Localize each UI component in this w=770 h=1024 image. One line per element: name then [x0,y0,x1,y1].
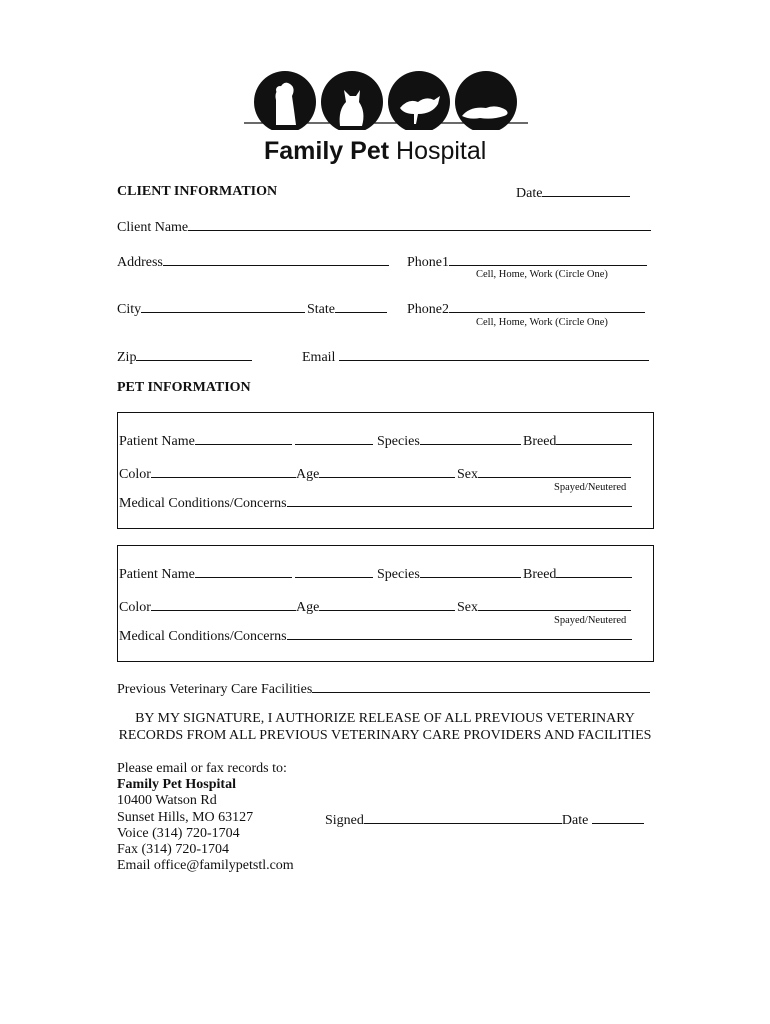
address-line[interactable] [163,253,389,266]
contact-intro: Please email or fax records to: [117,761,287,776]
species-line-2[interactable] [420,565,521,578]
ferret-icon [455,71,517,130]
contact-city: Sunset Hills, MO 63127 [117,809,254,825]
phone2-hint: Cell, Home, Work (Circle One) [476,317,608,328]
medical-label-1: Medical Conditions/Concerns [119,496,287,511]
client-name-field[interactable] [117,218,651,236]
date-field[interactable] [516,184,630,202]
dog-icon [254,71,316,130]
contact-voice: Voice (314) 720-1704 [117,825,240,841]
medical-label-2: Medical Conditions/Concerns [119,629,287,644]
medical-field-1[interactable] [119,494,632,512]
authorization-line-1: BY MY SIGNATURE, I AUTHORIZE RELEASE OF ALL PREVIOUS VETERINARY [135,711,635,726]
email-line[interactable] [339,348,649,361]
sex-field-2[interactable] [457,598,631,616]
date-label: Date [516,186,543,201]
species-label-1: Species [377,434,420,449]
sex-line-2[interactable] [478,598,631,611]
logo [240,70,532,170]
sex-hint-1: Spayed/Neutered [554,482,627,493]
phone1-label: Phone1 [407,255,449,270]
city-field[interactable] [117,300,305,318]
patient-name-line-2[interactable] [195,565,292,578]
client-name-line[interactable] [188,218,651,231]
age-field-2[interactable] [296,598,455,616]
color-field-1[interactable] [119,465,296,483]
patient-name-line-2b[interactable] [295,565,373,578]
zip-line[interactable] [136,348,252,361]
email-label: Email [302,350,336,365]
signature-date-line[interactable] [592,811,644,824]
state-field[interactable] [307,300,387,318]
patient-name-label-2: Patient Name [119,567,195,582]
medical-line-2[interactable] [287,627,632,640]
authorization-line-2: RECORDS FROM ALL PREVIOUS VETERINARY CARE PROVIDERS AND FACILITIES [118,728,652,743]
logo-name-bold: Family Pet [264,137,390,165]
age-label-1: Age [296,467,320,482]
species-line-1[interactable] [420,432,521,445]
signature-line[interactable] [364,811,562,824]
phone2-field[interactable] [407,300,645,318]
contact-street: 10400 Watson Rd [117,793,217,809]
email-field[interactable] [302,348,649,366]
zip-field[interactable] [117,348,252,366]
species-label-2: Species [377,567,420,582]
sex-line-1[interactable] [478,465,631,478]
contact-block [117,761,294,874]
state-line[interactable] [335,300,387,313]
age-line-1[interactable] [319,465,455,478]
date-line[interactable] [542,184,630,197]
pet-box-2 [117,545,654,662]
city-line[interactable] [141,300,305,313]
breed-line-2[interactable] [556,565,632,578]
pet-box-1 [117,412,654,529]
contact-name: Family Pet Hospital [117,777,236,793]
phone1-line[interactable] [449,253,647,266]
breed-field-2[interactable] [523,565,632,583]
age-line-2[interactable] [319,598,455,611]
breed-line-1[interactable] [556,432,632,445]
sex-label-1: Sex [457,467,478,482]
logo-text [264,137,486,166]
species-field-1[interactable] [377,432,521,450]
breed-label-2: Breed [523,567,557,582]
color-line-2[interactable] [151,598,296,611]
signature-field[interactable] [325,811,644,829]
zip-label: Zip [117,350,137,365]
color-line-1[interactable] [151,465,296,478]
age-field-1[interactable] [296,465,455,483]
breed-label-1: Breed [523,434,557,449]
previous-facilities-field[interactable] [117,680,650,698]
cat-icon [321,71,383,130]
patient-name-line-1b[interactable] [295,432,373,445]
sex-field-1[interactable] [457,465,631,483]
phone2-line[interactable] [449,300,645,313]
phone2-label: Phone2 [407,302,449,317]
client-name-label: Client Name [117,220,189,235]
phone1-hint: Cell, Home, Work (Circle One) [476,269,608,280]
bird-icon [388,71,450,130]
state-label: State [307,302,335,317]
medical-field-2[interactable] [119,627,632,645]
pet-info-heading: PET INFORMATION [117,380,251,395]
signature-date-label: Date [561,813,589,828]
client-info-heading: CLIENT INFORMATION [117,184,278,199]
contact-fax: Fax (314) 720-1704 [117,842,229,858]
previous-facilities-line[interactable] [312,680,650,693]
patient-name-label-1: Patient Name [119,434,195,449]
age-label-2: Age [296,600,320,615]
sex-hint-2: Spayed/Neutered [554,615,627,626]
species-field-2[interactable] [377,565,521,583]
signed-label: Signed [325,813,364,828]
address-label: Address [117,255,163,270]
color-label-2: Color [119,600,151,615]
medical-line-1[interactable] [287,494,632,507]
address-field[interactable] [117,253,389,271]
color-label-1: Color [119,467,151,482]
sex-label-2: Sex [457,600,478,615]
logo-graphic [240,70,532,130]
city-label: City [117,302,142,317]
patient-name-field-1[interactable] [119,432,373,450]
contact-email: Email office@familypetstl.com [117,858,294,874]
breed-field-1[interactable] [523,432,632,450]
color-field-2[interactable] [119,598,296,616]
patient-name-field-2[interactable] [119,565,373,583]
patient-name-line-1[interactable] [195,432,292,445]
previous-facilities-label: Previous Veterinary Care Facilities [117,682,313,697]
logo-name-regular: Hospital [396,137,487,165]
